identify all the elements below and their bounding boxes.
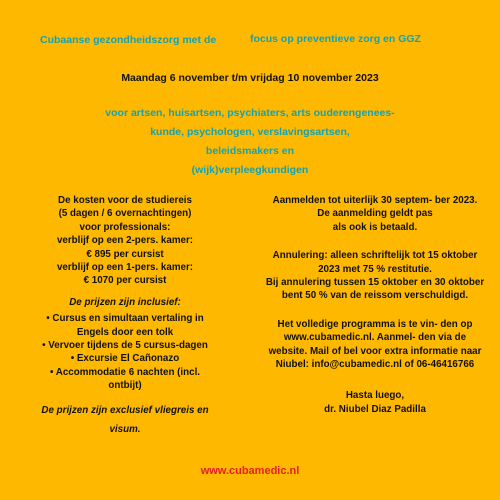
costs-block (0, 194, 250, 288)
audience-block (80, 104, 420, 180)
audience-line: kunde, psychologen, verslavingsartsen, (150, 126, 350, 138)
cancellation-block (250, 249, 500, 303)
inclusive-item: • Accommodatie 6 nachten (incl. (49, 366, 201, 378)
program-line: Het volledige programma is te vin- den op (277, 318, 473, 330)
inclusive-heading: De prijzen zijn inclusief: (69, 296, 181, 308)
inclusive-item: • Excursie El Cañonazo (70, 353, 180, 365)
costs-line: € 895 per cursist (86, 248, 164, 260)
costs-line: verblijf op een 1-pers. kamer: (56, 262, 194, 274)
program-block (250, 318, 500, 372)
costs-line: verblijf op een 2-pers. kamer: (56, 235, 194, 247)
audience-line: beleidsmakers en (205, 145, 295, 157)
closing-block (250, 389, 500, 416)
inclusive-list (0, 312, 250, 392)
audience-line: (wijk)verpleegkundigen (191, 164, 309, 176)
costs-line: De kosten voor de studiereis (58, 195, 192, 206)
costs-line: (5 dagen / 6 overnachtingen) (58, 208, 192, 220)
program-line: website. Mail of bel voor extra informatie naar (268, 345, 482, 357)
closing-signature: dr. Niubel Diaz Padilla (324, 403, 426, 415)
title-right: focus op preventieve zorg en GGZ (250, 33, 421, 45)
exclusive-note (0, 401, 250, 439)
costs-line: voor professionals: (79, 221, 171, 233)
exclusive-line: visum. (109, 423, 141, 435)
program-line: www.cubamedic.nl. Aanmel- den via de (283, 332, 467, 344)
inclusive-item: Engels door een tolk (76, 326, 174, 338)
date-line: Maandag 6 november t/m vrijdag 10 november 2023 (121, 72, 379, 84)
registration-block (250, 194, 500, 234)
registration-line: De aanmelding geldt pas (317, 208, 433, 220)
cancellation-line: Bij annulering tussen 15 oktober en 30 oktober (265, 277, 485, 289)
registration-line: als ook is betaald. (332, 221, 418, 233)
program-line: Niubel: info@cubamedic.nl of 06-46416766 (275, 359, 475, 371)
website-link[interactable]: www.cubamedic.nl (200, 465, 300, 477)
cancellation-line: bent 50 % van de reissom verschuldigd. (281, 290, 469, 302)
closing-line: Hasta luego, (345, 390, 405, 402)
audience-line: voor artsen, huisartsen, psychiaters, arts ouderengenees- (105, 107, 395, 119)
left-column (0, 194, 250, 439)
inclusive-item: • Cursus en simultaan vertaling in (46, 313, 204, 325)
right-column (250, 194, 500, 416)
costs-line: € 1070 per cursist (83, 275, 167, 287)
registration-line: Aanmelden tot uiterlijk 30 septem- ber 2023. (272, 195, 478, 206)
title-left: Cubaanse gezondheidszorg met de (40, 34, 217, 46)
exclusive-line: De prijzen zijn exclusief vliegreis en (41, 404, 209, 416)
inclusive-item: • Vervoer tijdens de 5 cursus-dagen (42, 340, 208, 352)
inclusive-item: ontbijt) (108, 380, 142, 392)
cancellation-line: 2023 met 75 % restitutie. (318, 263, 432, 275)
cancellation-line: Annulering: alleen schriftelijk tot 15 oktober (272, 250, 478, 262)
